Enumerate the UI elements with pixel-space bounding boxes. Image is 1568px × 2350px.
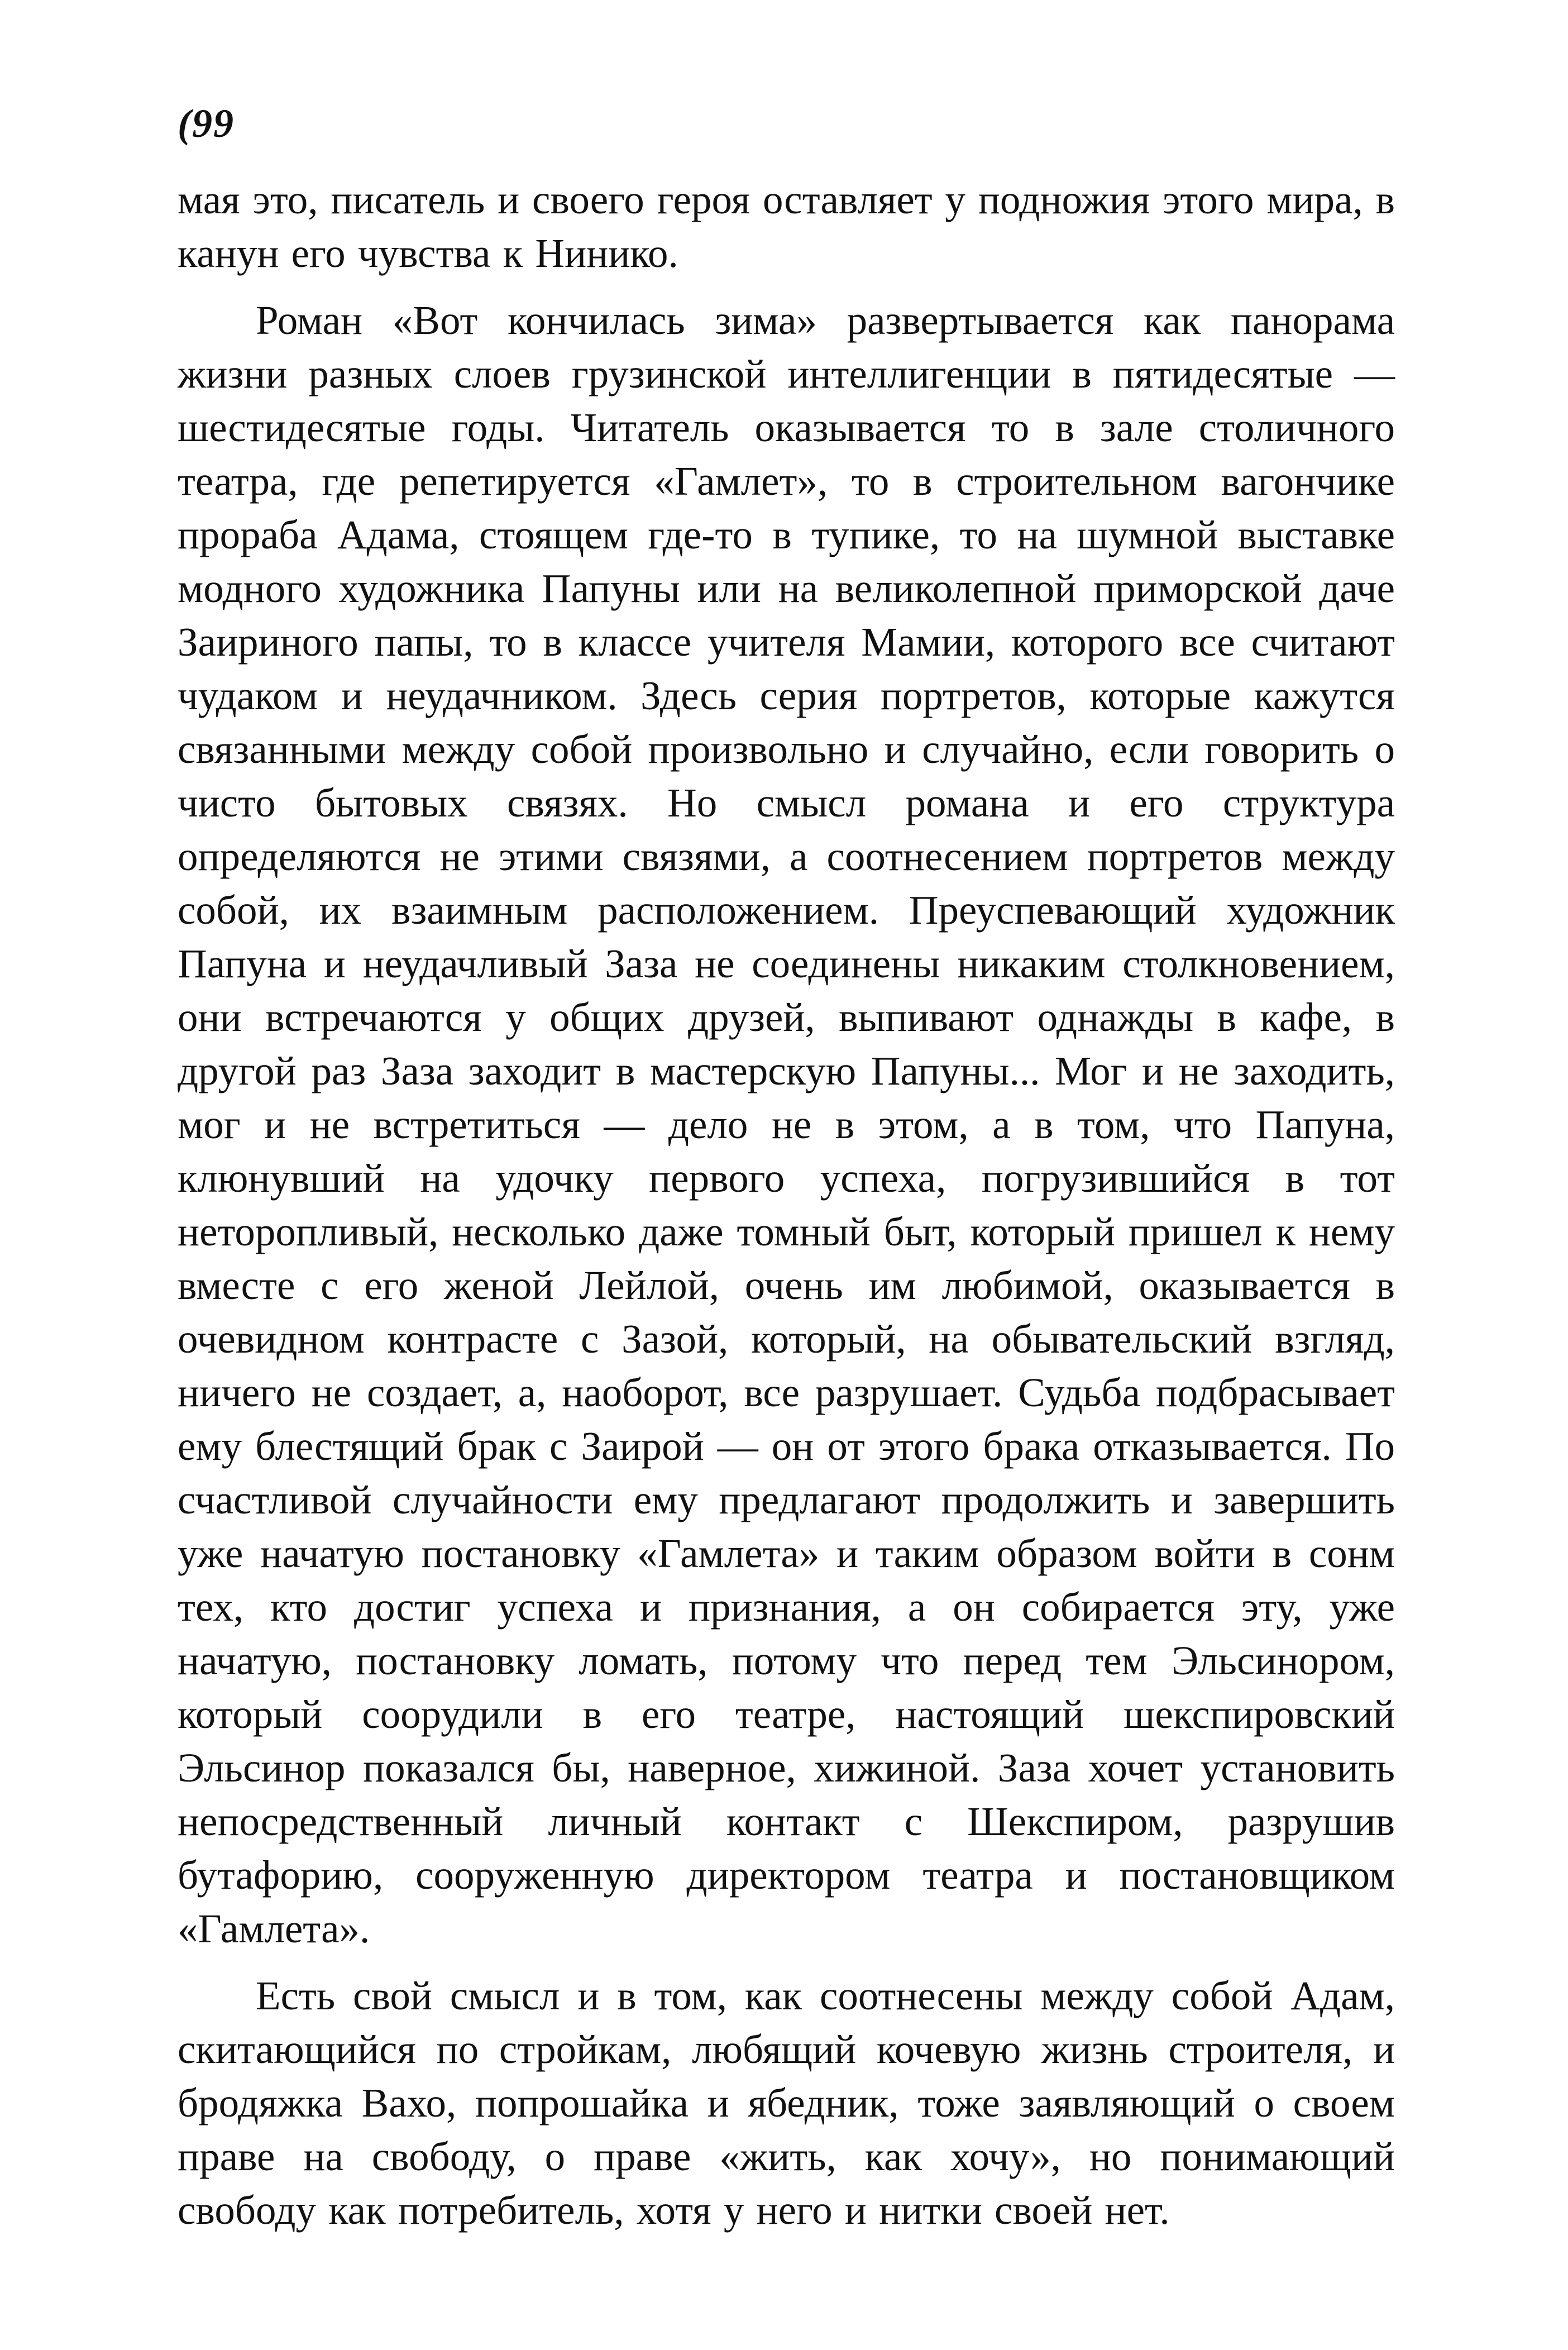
paragraph-novel-description: Роман «Вот кончилась зима» развертывается как панорама жизни разных слоев грузинской интеллигенции в пятидесятые — шестидесятые годы. Читатель оказывается то в зале столичного театра, где репетируется «Гамлет», то в строительном вагончике прораба Адама, стоящем где-то в тупике, то на шумной выставке модного художника Папуны или на великолепной приморской даче Заириного папы, то в классе учителя Мамии, которого все считают чудаком и неудачником. Здесь серия портретов, которые кажутся связанными между собой произвольно и случайно, если говорить о чисто бытовых связях. Но смысл романа и его структура определяются не этими связями, а соотнесением портретов между собой, их взаимным расположением. Преуспевающий художник Папуна и неудачливый Заза не соединены никаким столкновением, они встречаются у общих друзей, выпивают однажды в кафе, в другой раз Заза заходит в мастерскую Папуны... Мог и не заходить, мог и не встретиться — дело не в этом, а в том, что Папуна, клюнувший на удочку первого успеха, погрузившийся в тот неторопливый, несколько даже томный быт, который пришел к нему вместе с его женой Лейлой, очень им любимой, оказывается в очевидном контрасте с Зазой, который, на обывательский взгляд, ничего не создает, а, наоборот, все разрушает. Судьба подбрасывает ему блестящий брак с Заирой — он от этого брака отказывается. По счастливой случайности ему предлагают продолжить и завершить уже начатую постановку «Гамлета» и таким образом войти в сонм тех, кто достиг успеха и признания, а он собирается эту, уже начатую, постановку ломать, потому что перед тем Эльсинором, который соорудили в его театре, настоящий шекспировский Эльсинор показался бы, наверное, хижиной. Заза хочет установить непосредственный личный контакт с Шекспиром, разрушив бутафорию, сооруженную директором театра и постановщиком «Гамлета». xyxy=(178,298,1395,1951)
body-text xyxy=(178,173,1395,2237)
paragraph-adam-vakho: Есть свой смысл и в том, как соотнесены между собой Адам, скитающийся по стройкам, любящий кочевую жизнь строителя, и бродяжка Вахо, попрошайка и ябедник, тоже заявляющий о своем праве на свободу, о праве «жить, как хочу», но понимающий свободу как потребитель, хотя у него и нитки своей нет. xyxy=(178,1973,1395,2233)
paragraph-continuation: мая это, писатель и своего героя оставляет у подножия этого мира, в канун его чувства к Нинико. xyxy=(178,177,1395,276)
page-number: (99 xyxy=(178,101,235,146)
